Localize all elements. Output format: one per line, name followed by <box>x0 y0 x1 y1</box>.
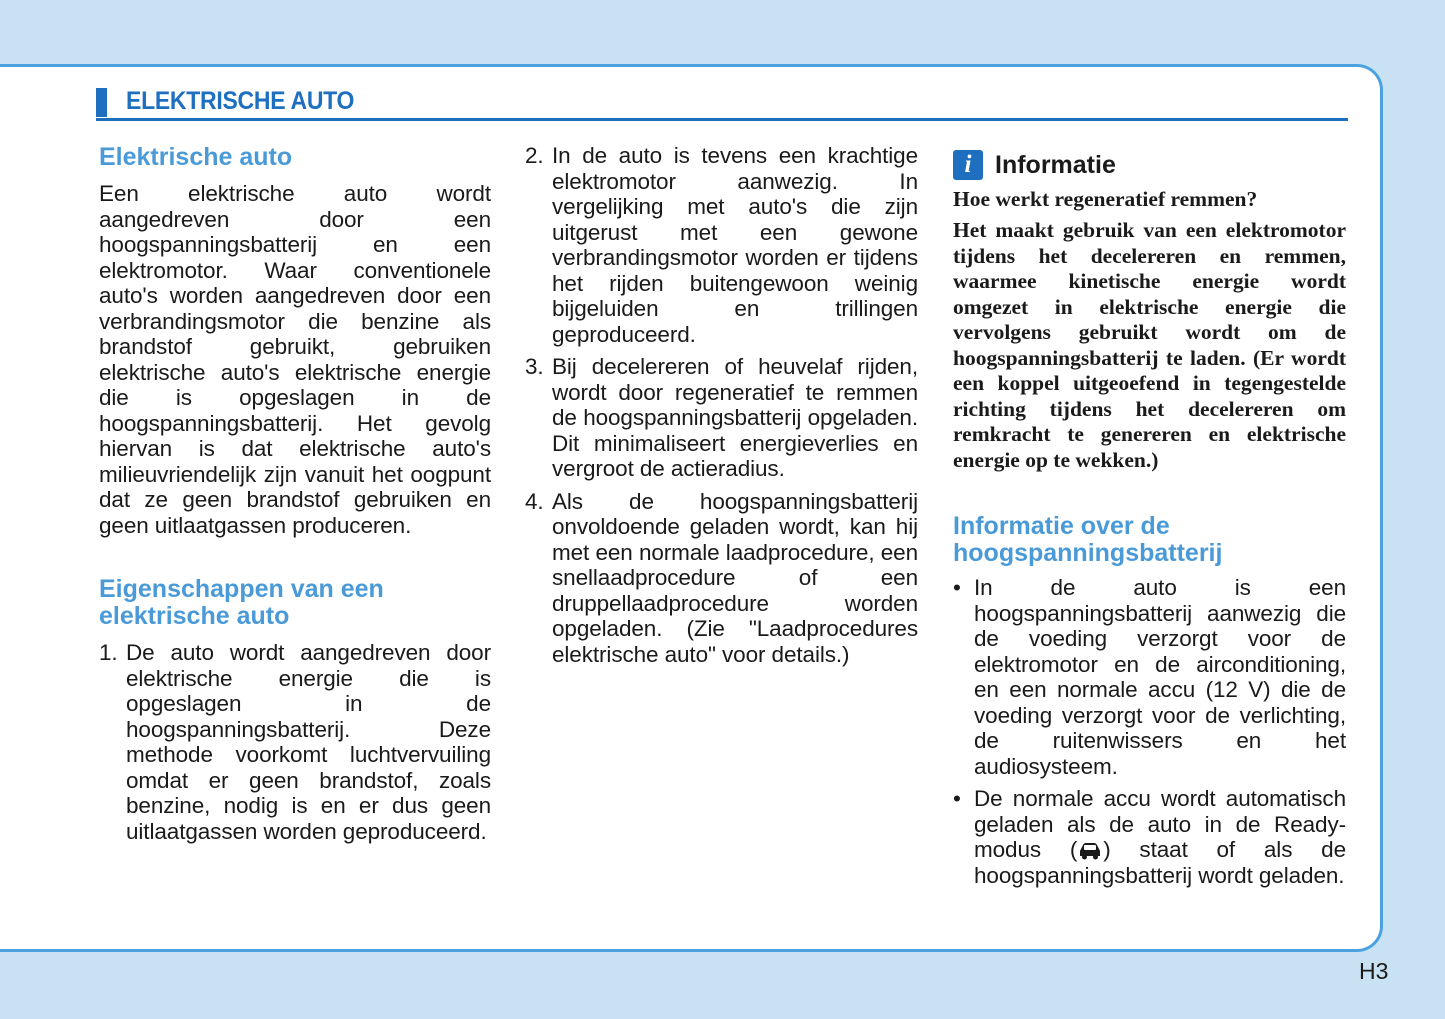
bullet-dot: • <box>953 786 961 811</box>
heading-hoogspanningsbatterij: Informatie over de hoogspanningsbatterij <box>953 512 1223 567</box>
intro-paragraph: Een elektrische auto wordt aangedreven door een hoogspanningsbatterij en een elektromotor. Waar conventionele auto's worden aangedreven door een verbrandingsmotor die benzine als brandstof gebruikt, gebruiken elektrische auto's elektrische energie die is opgeslagen in de hoogspanningsbatterij. Het gevolg hiervan is dat elektrische auto's milieuvriendelijk zijn vanuit het oogpunt dat ze geen brandstof gebruiken en geen uitlaatgassen produceren. <box>99 181 491 538</box>
info-title: Informatie <box>995 150 1116 179</box>
list-item-text-after: ) staat of als de hoogspanningsbatterij wordt geladen. <box>974 837 1346 888</box>
list-item-number: 3. <box>525 354 544 379</box>
info-question: Hoe werkt regeneratief remmen? <box>953 187 1258 211</box>
list-item-text-before: De normale accu wordt automatisch geladen als de auto in de Ready-modus ( <box>974 786 1346 862</box>
list-item <box>99 640 491 844</box>
list-item-text: In de auto is een hoogspanningsbatterij aanwezig die de voeding verzorgt voor de elektromotor en de airconditioning, en een normale accu (12 V) die de voeding verzorgt voor de verlichting, de ruitenwissers en het audiosysteem. <box>974 575 1346 779</box>
column-left <box>99 140 491 844</box>
list-item-text: De auto wordt aangedreven door elektrische energie die is opgeslagen in de hoogspanningsbatterij. Deze methode voorkomt luchtvervuiling omdat er geen brandstof, zoals benzine, nodig is en er dus geen uitlaatgassen worden geproduceerd. <box>126 640 491 844</box>
list-item-number: 4. <box>525 488 544 514</box>
list-item <box>525 143 918 347</box>
header-accent-bar <box>96 88 107 117</box>
heading-eigenschappen: Eigenschappen van een elektrische auto <box>99 575 384 630</box>
list-item <box>525 489 918 668</box>
list-item <box>953 575 1346 779</box>
info-box-header <box>953 148 1346 182</box>
column-right <box>953 140 1346 888</box>
info-answer: Het maakt gebruik van een elektromotor tijdens het decelereren en remmen, waarmee kinetische energie wordt omgezet in elektrische energie die vervolgens gebruikt wordt om de hoogspanningsbatterij te laden. (Er wordt een koppel uitgeoefend in tegengestelde richting tijdens het decelereren om remkracht te genereren en elektrische energie op te wekken.) <box>953 218 1346 472</box>
list-item-number: 2. <box>525 143 544 168</box>
list-item-text: Bij decelereren of heuvelaf rijden, wordt door regeneratief te remmen de hoogspanningsbatterij opgeladen. Dit minimaliseert energieverlies en vergroot de actieradius. <box>552 354 918 481</box>
feature-list-continued <box>525 143 918 667</box>
list-item-text: In de auto is tevens een krachtige elektromotor aanwezig. In vergelijking met auto's die zijn uitgerust met een gewone verbrandingsmotor worden er tijdens het rijden buitengewoon weinig bijgeluiden en trillingen geproduceerd. <box>552 143 918 347</box>
page-number: H3 <box>1359 958 1389 984</box>
section-header <box>96 86 1348 121</box>
list-item-number: 1. <box>99 640 118 665</box>
battery-bullet-list <box>953 575 1346 888</box>
list-item <box>953 786 1346 888</box>
feature-list <box>99 640 491 844</box>
section-title: ELEKTRISCHE AUTO <box>126 87 355 115</box>
list-item <box>525 354 918 482</box>
heading-elektrische-auto: Elektrische auto <box>99 143 293 171</box>
list-item-text: Als de hoogspanningsbatterij onvoldoende geladen wordt, kan hij met een normale laadprocedure, een snellaadprocedure of een druppellaadprocedure worden opgeladen. (Zie "Laadprocedures elektrische auto" voor details.) <box>552 488 918 667</box>
column-middle <box>525 140 918 667</box>
ready-car-icon <box>1077 840 1103 860</box>
info-icon: i <box>953 150 983 180</box>
bullet-dot: • <box>953 575 961 600</box>
